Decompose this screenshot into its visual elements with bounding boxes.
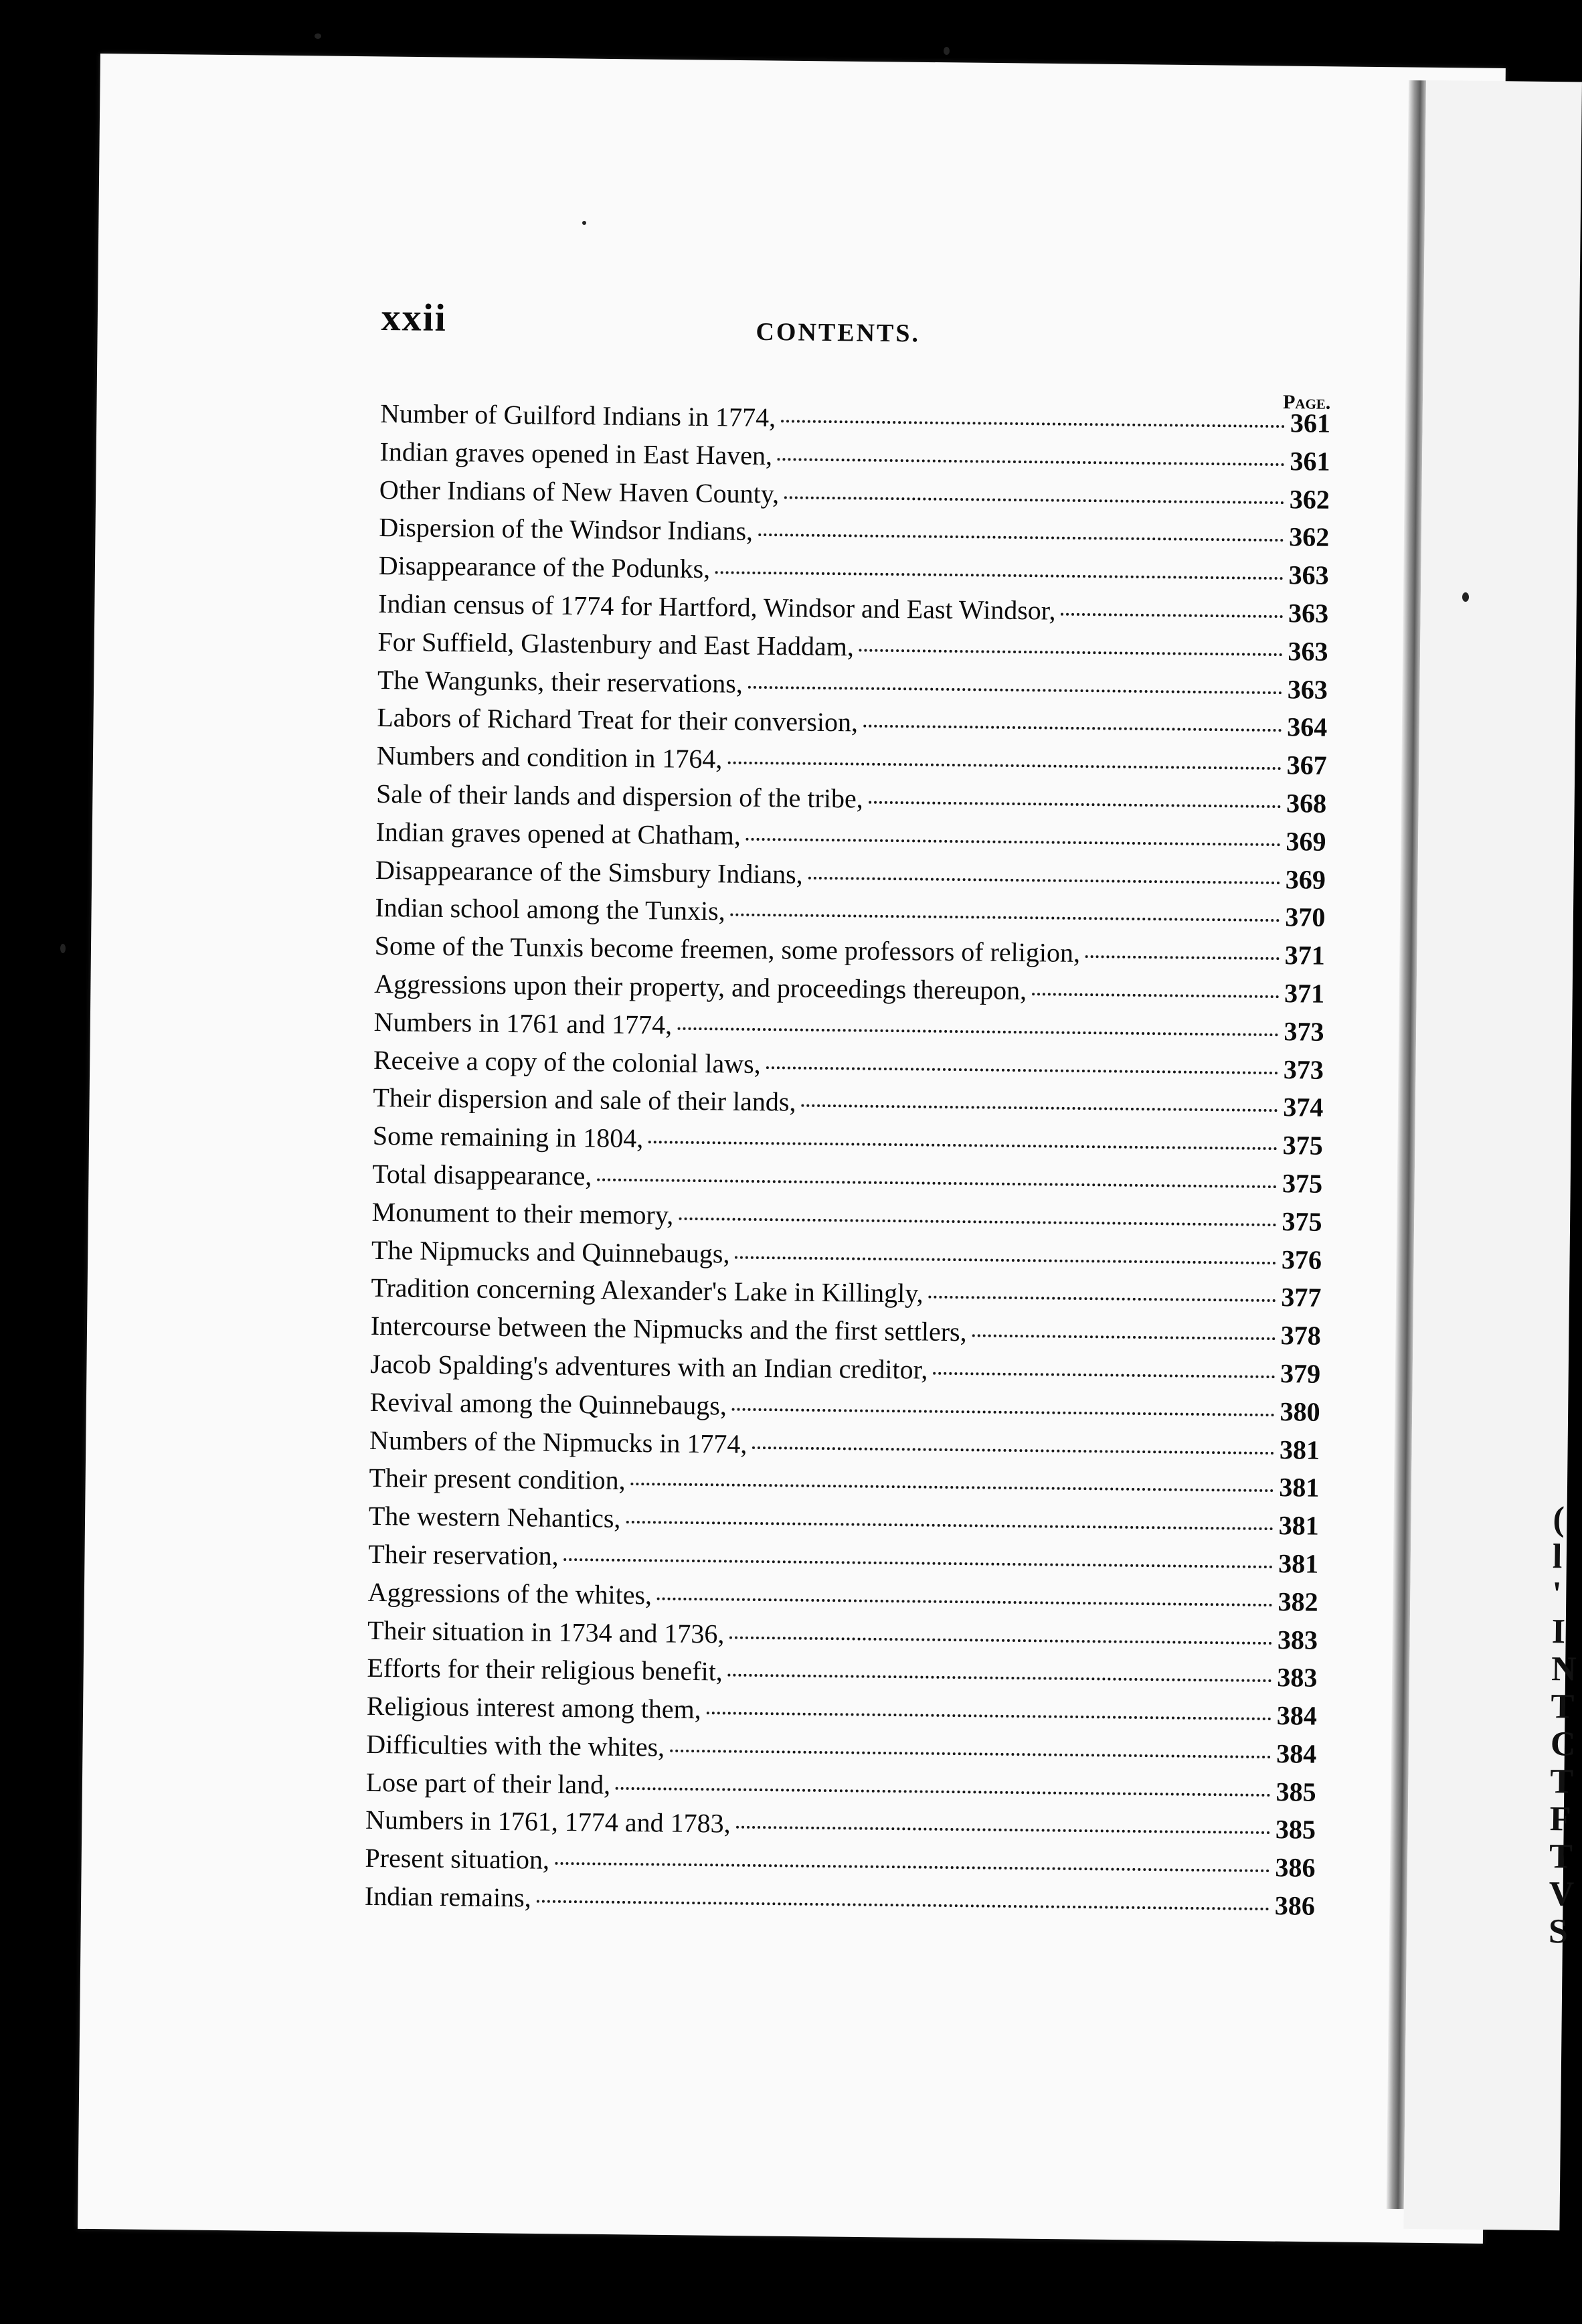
- dot-leader: [648, 1141, 1278, 1150]
- entry-title: Numbers in 1761, 1774 and 1783,: [365, 1805, 731, 1839]
- entry-title: The Wangunks, their reservations,: [377, 664, 743, 699]
- entry-page-number: 362: [1289, 483, 1330, 515]
- facing-page-letter: (: [1553, 1500, 1565, 1539]
- dot-leader: [564, 1558, 1273, 1568]
- entry-page-number: 377: [1281, 1282, 1322, 1313]
- facing-page-letter: l: [1552, 1538, 1563, 1576]
- entry-page-number: 375: [1282, 1206, 1322, 1237]
- entry-page-number: 362: [1289, 521, 1330, 553]
- entry-title: Indian school among the Tunxis,: [375, 892, 725, 926]
- dot-leader: [731, 914, 1280, 922]
- dust-speck: [315, 33, 321, 39]
- dot-leader: [729, 1636, 1272, 1644]
- entry-title: The western Nehantics,: [368, 1501, 621, 1533]
- dot-leader: [1061, 613, 1283, 618]
- dust-speck: [582, 221, 586, 225]
- page-header: [381, 295, 1332, 414]
- entry-title: Disappearance of the Podunks,: [378, 550, 711, 584]
- facing-page: [1403, 80, 1582, 2230]
- entry-title: Aggressions upon their property, and proceedings thereupon,: [373, 968, 1027, 1006]
- facing-page-letter: N: [1551, 1650, 1577, 1689]
- contents-page-text: [364, 295, 1332, 1921]
- dot-leader: [555, 1862, 1269, 1872]
- entry-title: Difficulties with the whites,: [366, 1728, 665, 1762]
- entry-page-number: 361: [1290, 446, 1330, 477]
- dust-speck: [944, 47, 950, 55]
- dot-leader: [597, 1178, 1277, 1188]
- page-column-label: Page.: [1282, 391, 1331, 414]
- dot-leader: [616, 1787, 1271, 1796]
- entry-page-number: 363: [1288, 635, 1328, 667]
- entry-title: Their present condition,: [369, 1463, 626, 1496]
- dot-leader: [972, 1334, 1276, 1340]
- dot-leader: [808, 876, 1280, 884]
- entry-page-number: 380: [1280, 1396, 1320, 1427]
- facing-page-letter: ': [1552, 1575, 1563, 1614]
- entry-page-number: 373: [1283, 1054, 1324, 1085]
- dot-leader: [781, 420, 1285, 428]
- dot-leader: [784, 496, 1284, 504]
- entry-title: Religious interest among them,: [366, 1690, 702, 1725]
- entry-page-number: 381: [1278, 1510, 1320, 1541]
- dot-leader: [677, 1027, 1278, 1035]
- entry-page-number: 383: [1277, 1662, 1318, 1693]
- entry-page-number: 381: [1279, 1434, 1320, 1465]
- entry-title: Indian graves opened at Chatham,: [375, 816, 741, 851]
- dot-leader: [748, 685, 1282, 693]
- dot-leader: [657, 1597, 1273, 1606]
- entry-page-number: 361: [1290, 408, 1331, 438]
- dot-leader: [863, 725, 1282, 732]
- entry-title: Other Indians of New Haven County,: [379, 474, 780, 509]
- entry-page-number: 385: [1276, 1776, 1316, 1807]
- entry-page-number: 378: [1280, 1320, 1322, 1351]
- entry-page-number: 364: [1287, 712, 1328, 743]
- entry-page-number: 371: [1284, 940, 1325, 971]
- facing-page-letters: [1549, 1501, 1579, 1950]
- entry-title: Monument to their memory,: [371, 1196, 674, 1230]
- entry-page-number: 375: [1282, 1168, 1323, 1199]
- dot-leader: [732, 1408, 1275, 1416]
- entry-title: Indian census of 1774 for Hartford, Windsor and East Windsor,: [377, 588, 1056, 626]
- entry-title: For Suffield, Glastenbury and East Haddam,: [377, 626, 855, 662]
- entry-page-number: 363: [1287, 673, 1328, 705]
- entry-page-number: 367: [1286, 750, 1327, 781]
- entry-title: Aggressions of the whites,: [367, 1576, 652, 1610]
- entry-page-number: 386: [1274, 1890, 1316, 1921]
- entry-page-number: 386: [1275, 1852, 1316, 1884]
- entry-title: Indian remains,: [364, 1880, 531, 1913]
- entry-page-number: 384: [1276, 1700, 1318, 1731]
- entry-page-number: 383: [1277, 1624, 1318, 1655]
- dot-leader: [728, 1674, 1272, 1683]
- entry-title: The Nipmucks and Quinnebaugs,: [371, 1234, 730, 1269]
- entry-title: Disappearance of the Simsbury Indians,: [375, 854, 803, 890]
- contents-list: [365, 395, 1331, 1926]
- entry-page-number: 369: [1285, 863, 1326, 895]
- entry-title: Receive a copy of the colonial laws,: [373, 1044, 761, 1079]
- dot-leader: [735, 1256, 1276, 1264]
- entry-page-number: 381: [1279, 1472, 1320, 1503]
- facing-page-letter: C: [1550, 1725, 1576, 1764]
- entry-page-number: 363: [1288, 560, 1329, 591]
- entry-page-number: 385: [1275, 1814, 1316, 1845]
- entry-title: Their situation in 1734 and 1736,: [367, 1614, 725, 1649]
- entry-page-number: 379: [1280, 1358, 1321, 1389]
- entry-title: Some remaining in 1804,: [372, 1120, 644, 1154]
- facing-page-letter: V: [1549, 1875, 1575, 1914]
- dot-leader: [933, 1372, 1275, 1378]
- dot-leader: [679, 1217, 1276, 1226]
- dot-leader: [736, 1826, 1270, 1834]
- facing-page-letter: T: [1550, 1762, 1574, 1801]
- entry-title: Some of the Tunxis become freemen, some professors of religion,: [374, 930, 1081, 969]
- facing-page-letter: I: [1551, 1612, 1566, 1651]
- entry-title: Numbers of the Nipmucks in 1774,: [369, 1424, 748, 1459]
- entry-title: Their reservation,: [368, 1538, 559, 1571]
- facing-page-letter: F: [1549, 1800, 1571, 1839]
- dot-leader: [801, 1104, 1278, 1112]
- entry-title: Lose part of their land,: [365, 1766, 611, 1800]
- dot-leader: [766, 1066, 1278, 1074]
- entry-title: Their dispersion and sale of their lands,: [373, 1082, 796, 1117]
- dot-leader: [626, 1521, 1273, 1530]
- entry-title: Revival among the Quinnebaugs,: [369, 1386, 727, 1421]
- facing-page-letter: S: [1548, 1912, 1569, 1951]
- entry-title: Dispersion of the Windsor Indians,: [379, 512, 754, 547]
- entry-page-number: 370: [1285, 902, 1326, 933]
- entry-title: Labors of Richard Treat for their conversion,: [377, 702, 859, 738]
- entry-page-number: 371: [1284, 978, 1325, 1009]
- running-head: CONTENTS.: [756, 317, 921, 348]
- dot-leader: [670, 1750, 1271, 1758]
- entry-page-number: 374: [1283, 1092, 1324, 1123]
- entry-title: Intercourse between the Nipmucks and the first settlers,: [370, 1311, 967, 1347]
- dot-leader: [758, 533, 1284, 542]
- entry-title: Jacob Spalding's adventures with an Indian creditor,: [370, 1348, 928, 1385]
- entry-title: Tradition concerning Alexander's Lake in Killingly,: [371, 1272, 924, 1309]
- facing-page-letter: T: [1549, 1837, 1573, 1876]
- entry-title: Number of Guilford Indians in 1774,: [379, 398, 776, 433]
- dot-leader: [859, 649, 1283, 656]
- entry-page-number: 368: [1286, 788, 1327, 819]
- dot-leader: [1085, 955, 1280, 960]
- entry-title: Sale of their lands and dispersion of the tribe,: [375, 778, 863, 814]
- dust-speck: [1462, 592, 1469, 602]
- entry-page-number: 384: [1276, 1738, 1317, 1769]
- dot-leader: [869, 801, 1281, 808]
- entry-page-number: 376: [1281, 1244, 1322, 1275]
- entry-title: Efforts for their religious benefit,: [367, 1653, 723, 1687]
- entry-page-number: 369: [1286, 825, 1326, 857]
- dot-leader: [631, 1483, 1274, 1492]
- dot-leader: [715, 571, 1284, 580]
- entry-page-number: 363: [1288, 598, 1329, 629]
- facing-page-letter: T: [1551, 1687, 1575, 1726]
- dot-leader: [746, 838, 1281, 846]
- dot-leader: [929, 1296, 1276, 1302]
- dot-leader: [752, 1446, 1274, 1454]
- dot-leader: [537, 1900, 1269, 1910]
- dust-speck: [60, 944, 66, 953]
- entry-page-number: 381: [1278, 1548, 1319, 1579]
- dot-leader: [727, 762, 1281, 770]
- entry-title: Total disappearance,: [372, 1158, 592, 1191]
- entry-title: Numbers in 1761 and 1774,: [373, 1006, 673, 1040]
- page-folio-number: xxii: [381, 295, 448, 340]
- entry-title: Numbers and condition in 1764,: [376, 740, 723, 774]
- entry-title: Indian graves opened in East Haven,: [379, 436, 773, 471]
- entry-page-number: 382: [1278, 1586, 1318, 1617]
- entry-page-number: 373: [1284, 1015, 1324, 1047]
- entry-title: Present situation,: [365, 1843, 550, 1876]
- dot-leader: [1032, 993, 1279, 998]
- dot-leader: [707, 1712, 1271, 1720]
- dot-leader: [778, 458, 1285, 466]
- entry-page-number: 375: [1282, 1130, 1323, 1161]
